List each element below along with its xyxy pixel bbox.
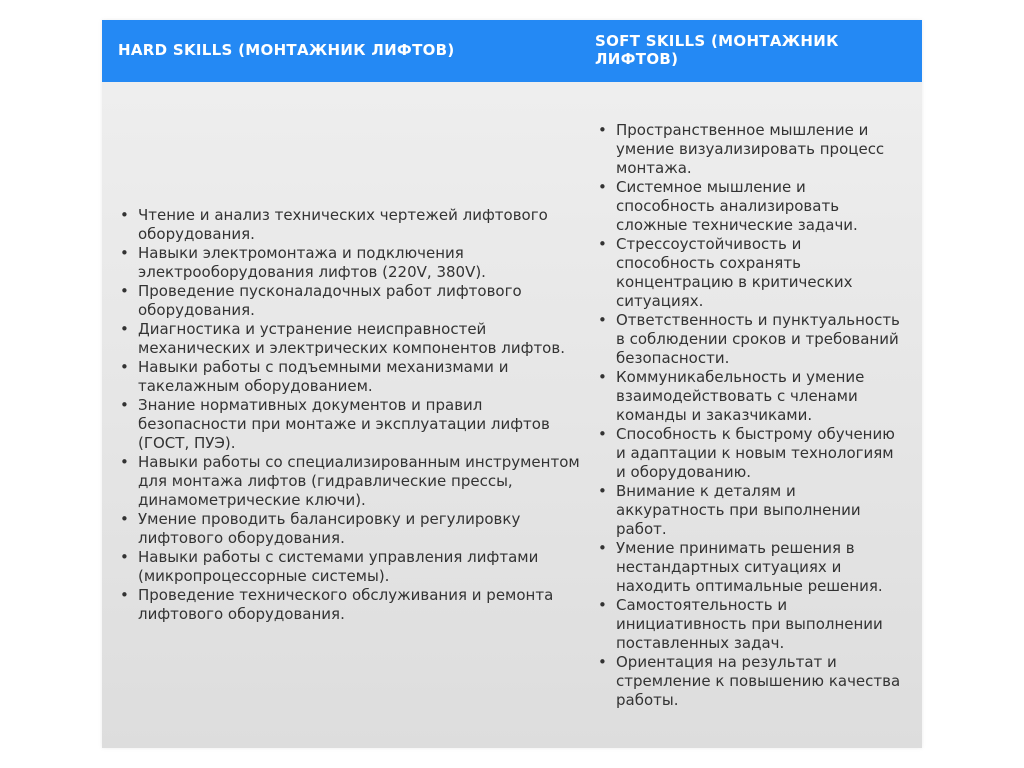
list-item: • Внимание к деталям и аккуратность при выполнении работ. xyxy=(596,482,902,539)
list-item: • Способность к быстрому обучению и адаптации к новым технологиям и оборудованию. xyxy=(596,425,902,482)
list-item: • Навыки работы со специализированным инструментом для монтажа лифтов (гидравлические прессы, динамометрические ключи). xyxy=(118,453,580,510)
list-item: • Самостоятельность и инициативность при выполнении поставленных задач. xyxy=(596,596,902,653)
hard-skills-cell xyxy=(102,82,580,748)
list-item: • Пространственное мышление и умение визуализировать процесс монтажа. xyxy=(596,121,902,178)
list-item: • Навыки работы с системами управления лифтами (микропроцессорные системы). xyxy=(118,548,580,586)
list-item: • Проведение пусконаладочных работ лифтового оборудования. xyxy=(118,282,580,320)
skills-table xyxy=(102,20,922,748)
list-item: • Проведение технического обслуживания и ремонта лифтового оборудования. xyxy=(118,586,580,624)
list-item: • Ориентация на результат и стремление к повышению качества работы. xyxy=(596,653,902,710)
list-item: • Стрессоустойчивость и способность сохранять концентрацию в критических ситуациях. xyxy=(596,235,902,311)
hard-skills-header: HARD SKILLS (МОНТАЖНИК ЛИФТОВ) xyxy=(118,41,455,59)
list-item: • Ответственность и пунктуальность в соблюдении сроков и требований безопасности. xyxy=(596,311,902,368)
table-header xyxy=(102,20,922,82)
list-item: • Чтение и анализ технических чертежей лифтового оборудования. xyxy=(118,206,580,244)
list-item: • Навыки работы с подъемными механизмами и такелажным оборудованием. xyxy=(118,358,580,396)
list-item: • Навыки электромонтажа и подключения электрооборудования лифтов (220V, 380V). xyxy=(118,244,580,282)
list-item: • Умение проводить балансировку и регулировку лифтового оборудования. xyxy=(118,510,580,548)
list-item: • Коммуникабельность и умение взаимодействовать с членами команды и заказчиками. xyxy=(596,368,902,425)
soft-skills-cell xyxy=(580,82,922,748)
list-item: • Системное мышление и способность анализировать сложные технические задачи. xyxy=(596,178,902,235)
hard-skills-list xyxy=(118,206,580,624)
table-body xyxy=(102,82,922,748)
list-item: • Знание нормативных документов и правил безопасности при монтаже и эксплуатации лифтов (ГОСТ, ПУЭ). xyxy=(118,396,580,453)
list-item: • Диагностика и устранение неисправностей механических и электрических компонентов лифтов. xyxy=(118,320,580,358)
soft-skills-list xyxy=(596,121,902,710)
soft-skills-header: SOFT SKILLS (МОНТАЖНИК ЛИФТОВ) xyxy=(595,32,839,68)
list-item: • Умение принимать решения в нестандартных ситуациях и находить оптимальные решения. xyxy=(596,539,902,596)
